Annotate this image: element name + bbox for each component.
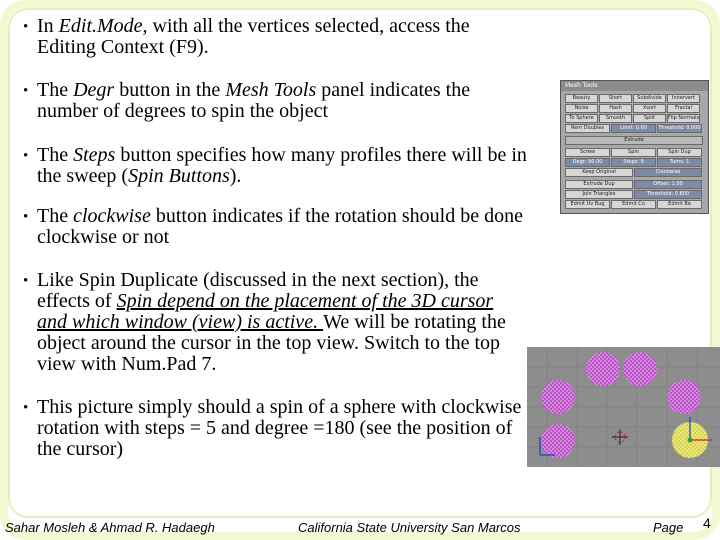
emphasis-text: clockwise	[73, 205, 151, 227]
bullet-dot: •	[23, 83, 29, 99]
panel-row	[565, 200, 702, 209]
mesh-tools-panel-screenshot	[560, 80, 709, 214]
panel-button: Clockwise	[634, 168, 702, 177]
bullet-5-text	[26, 270, 526, 375]
bullet-text-segment: ).	[229, 165, 242, 187]
bullet-text-segment: button in the	[114, 79, 226, 101]
bullet-1	[23, 15, 526, 58]
bullet-dot: •	[23, 273, 29, 289]
panel-button: Hash	[599, 104, 632, 113]
bullet-3-text	[26, 145, 546, 187]
sphere-4	[667, 380, 701, 414]
bullet-text-segment: The	[37, 205, 74, 227]
panel-button: Spin	[611, 148, 656, 157]
panel-row	[565, 158, 702, 167]
panel-button: Turns: 1	[657, 158, 702, 167]
bullet-3	[23, 144, 546, 187]
bullet-4	[23, 205, 546, 248]
panel-button: Edmit Uv Bug	[565, 200, 610, 209]
bullet-text-segment: In	[37, 15, 59, 37]
panel-button: Screw	[565, 148, 610, 157]
bullet-1-text	[26, 16, 526, 58]
panel-button: To Sphere	[565, 114, 598, 123]
panel-button: Beauty	[565, 94, 598, 103]
panel-button: Flip Normals	[668, 115, 700, 121]
emphasis-text: Steps	[73, 144, 116, 166]
panel-button: Edmit Ba	[657, 200, 702, 209]
footer-authors: Sahar Mosleh & Ahmad R. Hadaegh	[5, 520, 215, 535]
bullet-dot: •	[23, 148, 29, 164]
emphasis-text: Mesh Tools	[225, 79, 317, 101]
bullet-4-text	[26, 206, 546, 248]
panel-button: Spin Dup	[657, 148, 702, 157]
bullet-text-segment: , with all the vertices selected, access the Editing Context (F9).	[37, 15, 470, 58]
panel-row	[565, 94, 700, 103]
panel-button: Threshold: 0.000	[658, 125, 701, 131]
bullet-text-segment: button indicates if the rotation should be done clockwise or not	[37, 205, 523, 248]
sphere-2	[586, 352, 620, 386]
footer-university: California State University San Marcos	[298, 520, 521, 535]
panel-button: Edmit Co	[611, 200, 656, 209]
panel-button: Split	[633, 114, 666, 123]
bullet-text-segment: Like Spin Duplicate (discussed in the next section), the effects of	[37, 269, 479, 312]
panel-button: Extrude Dup	[565, 180, 633, 189]
emphasis-text: Degr	[73, 79, 115, 101]
bullet-dot: •	[23, 209, 29, 225]
mesh-tools-panel-title: Mesh Tools	[561, 81, 708, 91]
panel-row	[565, 190, 702, 199]
panel-button: Noise	[565, 104, 598, 113]
page-number: 4	[703, 515, 711, 531]
bullet-dot: •	[23, 400, 29, 416]
panel-button: Offset: 1.00	[634, 180, 702, 189]
panel-row	[565, 124, 702, 133]
panel-button: Fractal	[667, 104, 700, 113]
bullet-6-text	[26, 397, 526, 460]
panel-button: Innervert	[667, 94, 700, 103]
bullet-dot: •	[23, 19, 29, 35]
panel-button: Threshold: 0.800	[634, 190, 702, 199]
viewport-svg	[527, 347, 720, 467]
sphere-3	[623, 352, 657, 386]
panel-row	[565, 136, 703, 145]
panel-button: Join Triangles	[565, 190, 633, 199]
panel-row	[565, 180, 702, 189]
emphasis-text: Spin depend on the placement of the 3D cursor and which window (view) is active.	[37, 290, 494, 333]
bullet-2	[23, 79, 536, 122]
emphasis-text: Edit.Mode	[58, 15, 143, 37]
panel-button: Subdivide	[633, 94, 666, 103]
panel-row	[565, 148, 702, 157]
sphere-5	[541, 424, 575, 458]
bullet-text-segment: panel indicates the number of degrees to spin the object	[37, 79, 471, 122]
spin-viewport-screenshot	[527, 347, 720, 467]
sphere-1	[541, 380, 575, 414]
bullet-6	[23, 396, 526, 460]
panel-button: Keep Original	[565, 168, 633, 177]
panel-button: Xsort	[633, 104, 666, 113]
panel-row	[565, 168, 702, 177]
bullet-text-segment: The	[37, 79, 74, 101]
panel-button: Rem Doubles	[565, 124, 610, 133]
bullet-5	[23, 269, 526, 375]
emphasis-text: Spin Buttons	[128, 165, 230, 187]
panel-row	[565, 114, 700, 123]
panel-button: Smooth	[599, 114, 632, 123]
bullet-2-text	[26, 80, 536, 122]
bullet-text-segment: We will be rotating the object around the cursor in the top view. Switch to the top view with Num.Pad 7.	[37, 311, 506, 375]
bullet-text-segment: button specifies how many profiles there will be in the sweep (	[37, 144, 527, 187]
panel-button: Degr: 90.00	[565, 158, 610, 167]
panel-button: Short	[599, 94, 632, 103]
bullet-text-segment: This picture simply should a spin of a sphere with clockwise rotation with steps = 5 and degree =180 (see the position of the cursor)	[37, 396, 522, 460]
panel-button: Steps: 9	[611, 158, 656, 167]
footer-page-label: Page	[653, 520, 684, 535]
panel-button: Limit: 0.00	[611, 124, 656, 133]
panel-button: Extrude	[565, 136, 703, 145]
bullet-text-segment: The	[37, 144, 74, 166]
panel-row	[565, 104, 700, 113]
